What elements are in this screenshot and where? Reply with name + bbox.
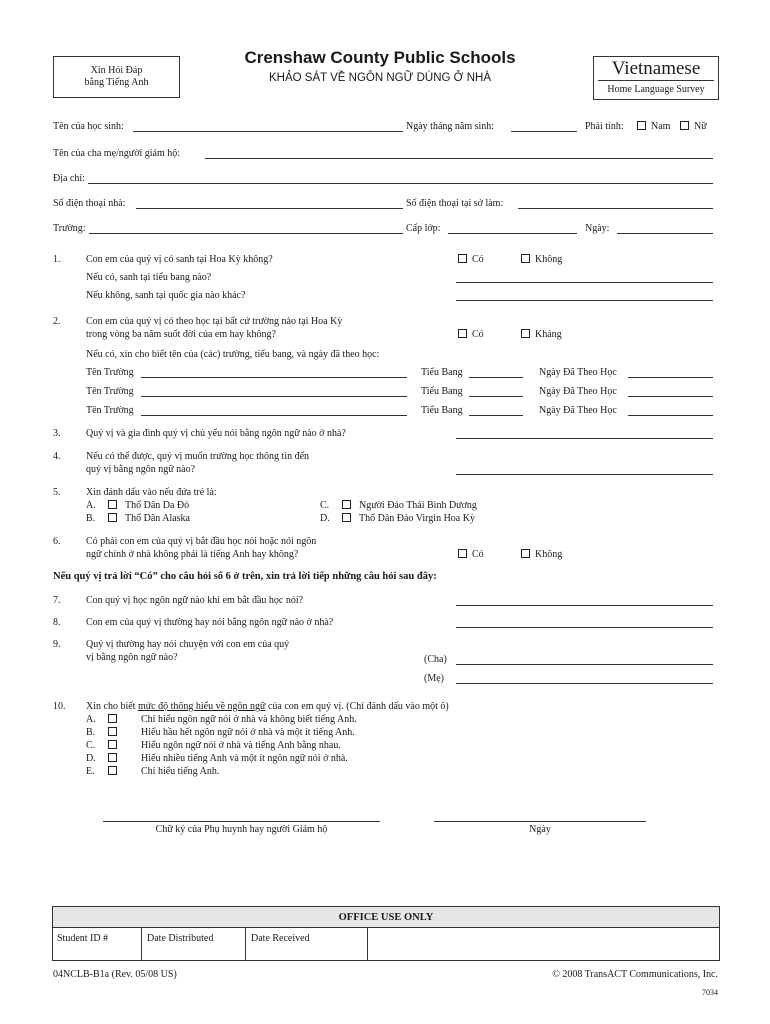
school-field[interactable] [89,233,403,234]
q4-field[interactable] [456,474,713,475]
q7-field[interactable] [456,605,713,606]
q2-school-field-3[interactable] [141,415,407,416]
parent-field[interactable] [205,158,713,159]
q10-option[interactable]: B. Hiểu hầu hết ngôn ngữ nói ở nhà và một ít tiếng Anh. [86,727,355,738]
page-subtitle: KHẢO SÁT VỀ NGÔN NGỮ DÙNG Ở NHÀ [268,72,492,84]
checkbox-icon[interactable] [108,766,117,775]
english-request-line1: Xin Hỏi Đáp [90,65,143,76]
q2-school-field-1[interactable] [141,377,407,378]
q2-state-label-3: Tiểu Bang [421,405,463,416]
dob-field[interactable] [511,131,577,132]
q2-state-label-2: Tiểu Bang [421,386,463,397]
q5-option-a[interactable]: A. Thổ Dân Da Đỏ [86,500,190,511]
q5-text: Xin đánh dấu vào nếu đứa trẻ là: [86,487,217,498]
q10-option[interactable]: A. Chỉ hiểu ngôn ngữ nói ở nhà và không biết tiếng Anh. [86,714,357,725]
q9-mother-field[interactable] [456,683,713,684]
grade-field[interactable] [448,233,577,234]
q2-date-field-2[interactable] [628,396,713,397]
q4-text2: quý vị bằng ngôn ngữ nào? [86,464,196,475]
work-phone-field[interactable] [518,208,713,209]
q2-date-field-3[interactable] [628,415,713,416]
q3-text: Quý vị và gia đình quý vị chủ yếu nói bằng ngôn ngữ nào ở nhà? [86,428,346,439]
office-use-table [52,906,720,961]
if-yes-instruction: Nếu quý vị trả lời “Có” cho câu hỏi số 6 ở trên, xin trả lời tiếp những câu hỏi sau đây: [53,571,437,582]
q10-option[interactable]: D. Hiểu nhiều tiếng Anh và một ít ngôn ngữ nói ở nhà. [86,753,348,764]
english-request-line2: bằng Tiếng Anh [84,77,149,88]
school-label: Trường: [53,223,86,234]
checkbox-icon[interactable] [521,254,530,263]
form-number: 7034 [702,988,718,997]
q1-number: 1. [53,254,61,265]
parent-label: Tên của cha mẹ/người giám hộ: [53,148,181,159]
checkbox-icon[interactable] [108,727,117,736]
q6-number: 6. [53,536,61,547]
q1-sub2: Nếu không, sanh tại quốc gia nào khác? [86,290,246,301]
q2-date-label-2: Ngày Đã Theo Học [539,386,617,397]
work-phone-label: Số điện thoại tại sở làm: [406,198,504,209]
checkbox-icon[interactable] [458,254,467,263]
q1-yes[interactable]: Có [458,254,484,266]
gender-female[interactable]: Nữ [680,121,707,133]
language-box [593,56,719,100]
gender-male[interactable]: Nam [637,121,670,133]
q9-number: 9. [53,639,61,650]
q6-text1: Có phải con em của quý vị bắt đầu học nói hoặc nói ngôn [86,536,317,547]
form-code: 04NCLB-B1a (Rev. 05/08 US) [53,969,177,980]
q2-text1: Con em của quý vị có theo học tại bất cứ trường nào tại Hoa Kỳ [86,316,343,327]
q1-sub1: Nếu có, sanh tại tiểu bang nào? [86,272,212,283]
checkbox-icon[interactable] [680,121,689,130]
q6-text2: ngữ chính ở nhà không phải là tiếng Anh hay không? [86,549,299,560]
date-distributed-cell[interactable]: Date Distributed [142,928,246,961]
q9-text2: vị bằng ngôn ngữ nào? [86,652,178,663]
q2-text2: trong vòng ba năm suốt đời của em hay không? [86,329,276,340]
q5-option-d[interactable]: D. Thổ Dân Đảo Virgin Hoa Kỳ [320,513,475,524]
q2-yes[interactable]: Có [458,329,484,341]
q10-option[interactable]: E. Chỉ hiểu tiếng Anh. [86,766,220,777]
checkbox-icon[interactable] [637,121,646,130]
date-label: Ngày: [585,223,610,234]
q8-number: 8. [53,617,61,628]
q1-no[interactable]: Không [521,254,562,266]
student-name-label: Tên của học sinh: [53,121,124,132]
q5-number: 5. [53,487,61,498]
checkbox-icon[interactable] [108,513,117,522]
office-use-title: OFFICE USE ONLY [53,907,720,928]
page-title: Crenshaw County Public Schools [244,48,516,67]
q10-text: Xin cho biết mức độ thông hiểu về ngôn ngữ của con em quý vị. (Chỉ đánh dấu vào một ô) [86,701,449,712]
home-phone-field[interactable] [136,208,403,209]
checkbox-icon[interactable] [108,753,117,762]
q9-mother-label: (Mẹ) [424,673,444,684]
gender-label: Phái tính: [585,121,624,132]
q8-text: Con em của quý vị thường hay nói bằng ngôn ngữ nào ở nhà? [86,617,334,628]
office-blank-cell[interactable] [368,928,720,961]
q2-no[interactable]: Kháng [521,329,562,341]
checkbox-icon[interactable] [342,513,351,522]
student-id-cell[interactable]: Student ID # [53,928,142,961]
q9-father-field[interactable] [456,664,713,665]
q2-date-label-3: Ngày Đã Theo Học [539,405,617,416]
q7-number: 7. [53,595,61,606]
q8-field[interactable] [456,627,713,628]
q1-state-field[interactable] [456,282,713,283]
q2-school-label-1: Tên Trường [86,367,134,378]
q5-option-b[interactable]: B. Thổ Dân Alaska [86,513,190,524]
q9-text1: Quý vị thường hay nói chuyện với con em của quý [86,639,290,650]
q2-date-field-1[interactable] [628,377,713,378]
q4-text1: Nếu có thể được, quý vị muốn trường học thông tin đến [86,451,310,462]
signature-date-label: Ngày [529,824,551,835]
student-name-field[interactable] [133,131,403,132]
address-label: Địa chỉ: [53,173,85,184]
language-subtitle: Home Language Survey [607,84,705,95]
signature-date-field[interactable] [434,821,646,822]
dob-label: Ngày tháng năm sinh: [406,121,495,132]
copyright: © 2008 TransACT Communications, Inc. [552,969,718,980]
q2-state-field-3[interactable] [469,415,523,416]
q10-underlined: mức độ thông hiểu về ngôn ngữ [137,701,266,712]
checkbox-icon[interactable] [521,329,530,338]
q2-school-label-2: Tên Trường [86,386,134,397]
signature-label: Chữ ký của Phụ huynh hay người Giám hộ [155,824,328,835]
q1-country-field[interactable] [456,300,713,301]
q10-number: 10. [53,701,66,712]
q2-state-field-2[interactable] [469,396,523,397]
checkbox-icon[interactable] [342,500,351,509]
grade-label: Cấp lớp: [406,223,441,234]
checkbox-icon[interactable] [108,500,117,509]
q6-yes[interactable]: Có [458,549,484,561]
date-field[interactable] [617,233,713,234]
q7-text: Con quý vị học ngôn ngữ nào khi em bắt đầu học nói? [86,595,304,606]
english-request-box [53,56,180,98]
q2-school-label-3: Tên Trường [86,405,134,416]
address-field[interactable] [88,183,713,184]
q2-state-label-1: Tiểu Bang [421,367,463,378]
date-received-cell[interactable]: Date Received [246,928,368,961]
checkbox-icon[interactable] [108,714,117,723]
language-name: Vietnamese [611,58,701,79]
q6-no[interactable]: Không [521,549,562,561]
q1-text: Con em của quý vị có sanh tại Hoa Kỳ không? [86,254,273,265]
checkbox-icon[interactable] [458,549,467,558]
checkbox-icon[interactable] [521,549,530,558]
q9-father-label: (Cha) [424,654,447,665]
q2-date-label-1: Ngày Đã Theo Học [539,367,617,378]
q2-school-field-2[interactable] [141,396,407,397]
checkbox-icon[interactable] [108,740,117,749]
q2-state-field-1[interactable] [469,377,523,378]
q3-field[interactable] [456,438,713,439]
signature-field[interactable] [103,821,380,822]
q2-number: 2. [53,316,61,327]
q10-option[interactable]: C. Hiểu ngôn ngữ nói ở nhà và tiếng Anh bằng nhau. [86,740,341,751]
home-phone-label: Số điện thoại nhà: [53,198,126,209]
checkbox-icon[interactable] [458,329,467,338]
q5-option-c[interactable]: C. Người Đảo Thái Bình Dương [320,500,477,511]
q4-number: 4. [53,451,61,462]
q2-sub: Nếu có, xin cho biết tên của (các) trường, tiểu bang, và ngày đã theo học: [86,349,380,360]
q3-number: 3. [53,428,61,439]
